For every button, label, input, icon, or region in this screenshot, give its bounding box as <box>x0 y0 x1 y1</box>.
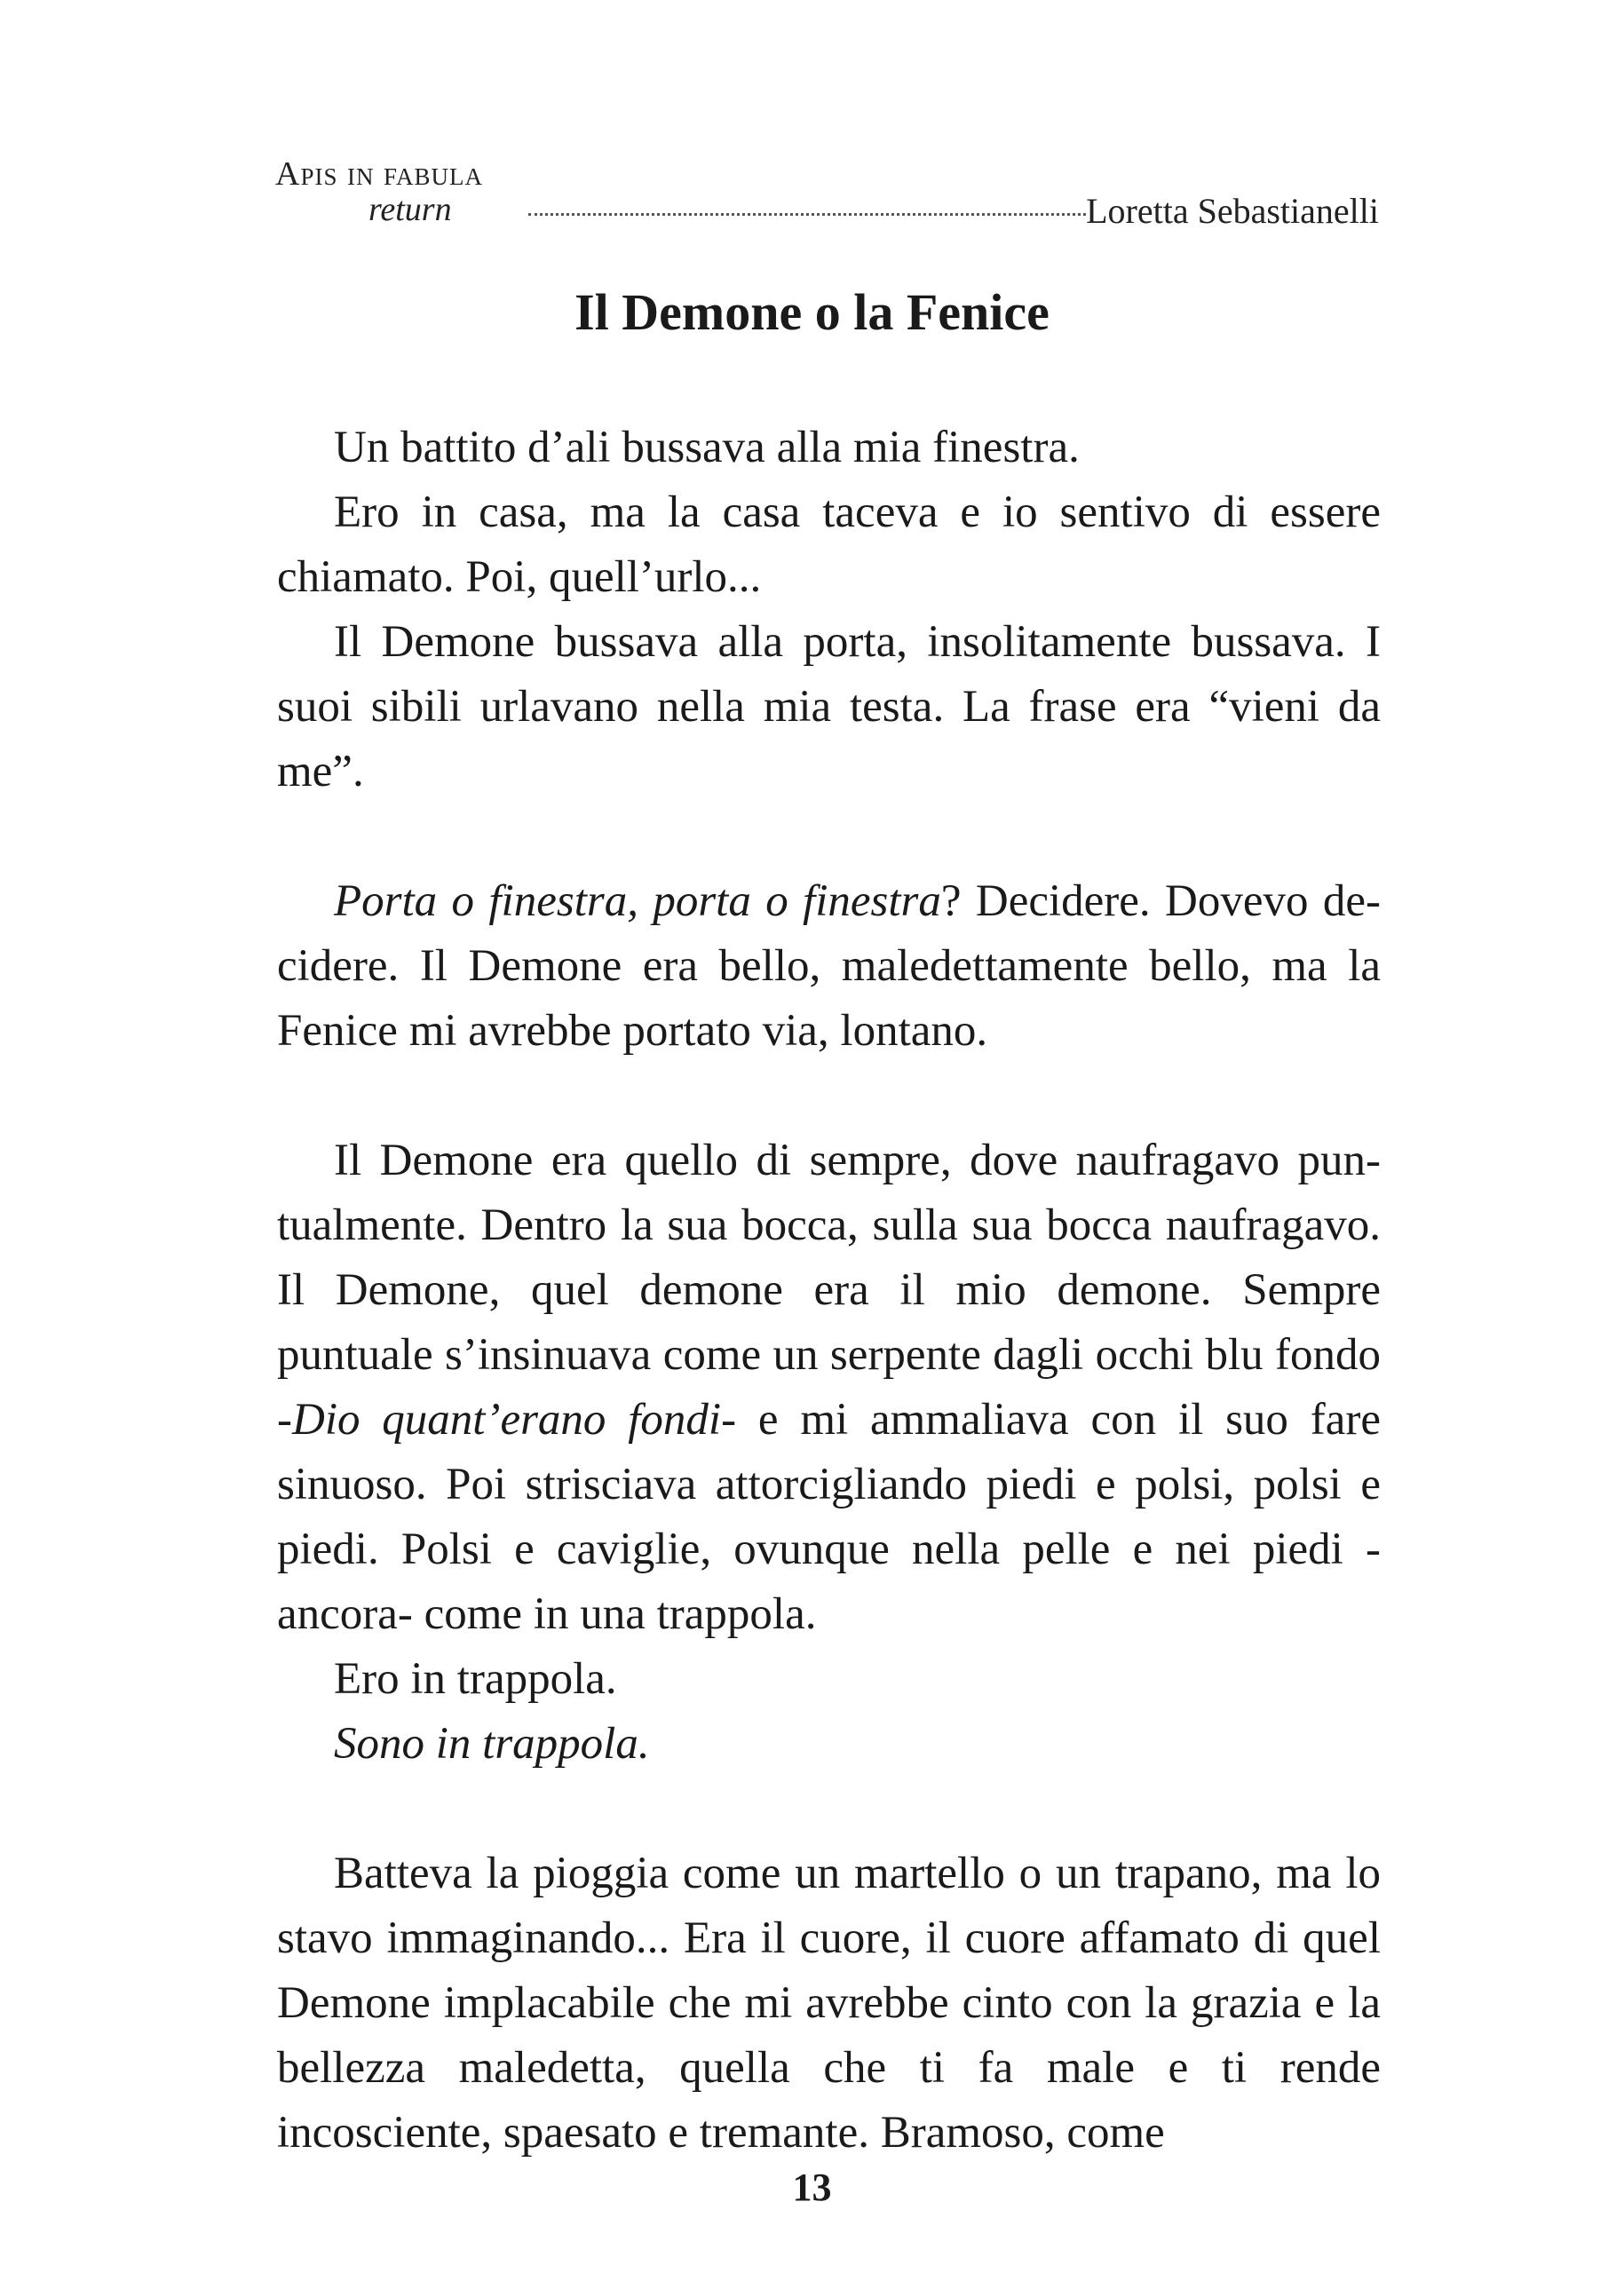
chapter-title: Il Demone o la Fenice <box>574 283 1050 341</box>
paragraph: Ero in trappola. <box>334 1654 617 1704</box>
paragraph-gap <box>277 804 1381 869</box>
paragraph-gap <box>277 1777 1381 1841</box>
header-dotted-rule <box>528 213 1086 216</box>
running-header <box>275 151 1379 231</box>
body-text <box>277 416 1381 2166</box>
paragraph: Un battito d’ali bussava alla mia finestra. <box>334 423 1080 472</box>
header-author: Loretta Sebastianelli <box>1086 191 1379 231</box>
paragraph <box>277 869 1381 1064</box>
page-number: 13 <box>792 2166 832 2209</box>
italic-phrase: Porta o finestra, porta o finestra <box>334 876 941 926</box>
paragraph-text: ? Decidere. Dovevo decidere. Il Demone era bello, maledettamente bello, ma la Fenice mi avrebbe portato via, lontano. <box>277 876 1381 1056</box>
italic-phrase: Dio quant’erano fondi <box>291 1395 722 1445</box>
paragraph <box>277 1712 1381 1777</box>
italic-phrase: Sono in trappola. <box>334 1719 650 1769</box>
paragraph-gap <box>277 1064 1381 1129</box>
paragraph <box>277 1129 1381 1647</box>
paragraph-text: - e mi ammaliava con il suo fare sinuoso. Poi strisciava attorcigliando piedi e polsi, polsi e piedi. Polsi e caviglie, ovunque nella pelle e nei piedi -ancora- come in una trappola. <box>277 1395 1381 1639</box>
series-title: Apis in fabula <box>275 155 483 193</box>
paragraph-text: Il Demone era quello di sempre, dove naufragavo puntualmente. Dentro la sua bocca, sulla sua bocca naufragavo. Il Demone, quel demone era il mio demone. Sempre puntuale s’insinuava come un serpente dagli occhi blu fondo - <box>277 1136 1381 1445</box>
paragraph: Batteva la pioggia come un martello o un trapano, ma lo stavo immaginando... Era il cuore, il cuore affamato di quel Demone implacabile che mi avrebbe cinto con la grazia e la bellezza maledetta, quella che ti fa male e ti rende incosciente, spaesato e tremante. Bramoso, come <box>277 1849 1381 2158</box>
paragraph: Ero in casa, ma la casa taceva e io sentivo di essere chiamato. Poi, quell’urlo... <box>277 487 1381 602</box>
paragraph: Il Demone bussava alla porta, insolitamente bussava. I suoi sibili urlavano nella mia testa. La frase era “vieni da me”. <box>277 617 1381 796</box>
series-subtitle: return <box>368 191 452 228</box>
